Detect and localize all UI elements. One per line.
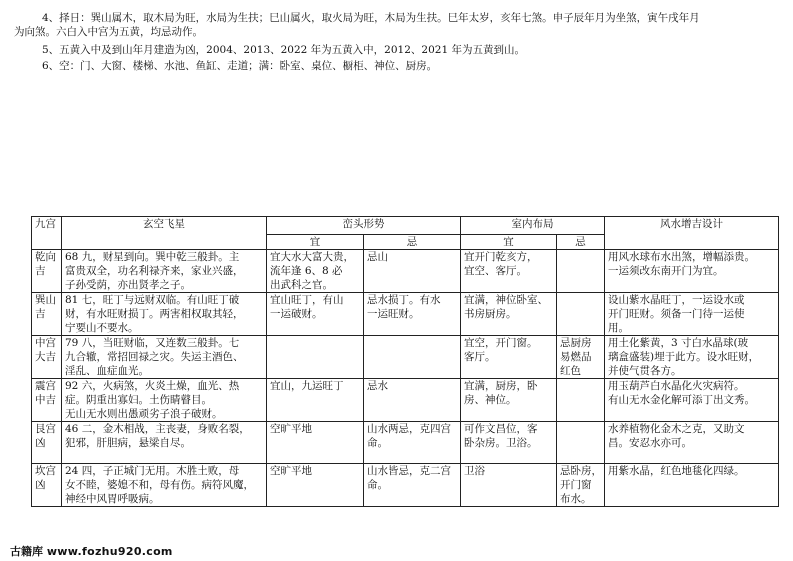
cell-fengshui-line: 用土化紫黄，3 寸白水晶球(玻 [608,337,749,349]
cell-palace-line: 坎宫 [35,465,56,477]
cell-fengshui-line: 开门旺财。须备一门待一运使 [608,308,745,320]
cell-palace-line: 凶 [35,437,46,449]
cell-flying-star-line: 女不睦，婆媳不和，母有伤。病符风魔， [65,479,254,491]
fengshui-table [31,216,779,507]
cell-landform-ji [364,336,461,379]
cell-landform-yi-line: 出武科之官。 [270,279,333,291]
table-row [32,336,779,379]
cell-interior-ji-line: 忌卧房， [560,465,602,477]
cell-interior-ji-line: 布水。 [560,493,592,505]
cell-landform-ji [364,464,461,507]
cell-interior-yi-line: 可作文昌位，客 [464,423,538,435]
cell-interior-yi [461,422,557,464]
cell-interior-yi-line: 宜空、客厅。 [464,265,527,277]
cell-fengshui-line: 有山无水金化解可添丁出文秀。 [608,394,755,406]
cell-landform-ji-line: 忌山 [367,251,388,263]
cell-landform-yi-line: 宜山，九运旺丁 [270,380,344,392]
cell-flying-star-line: 79 八，当旺财临，又连数三般卦。七 [65,337,240,349]
header-interior-ji: 忌 [557,235,605,250]
cell-landform-ji-line: 忌水 [367,380,388,392]
cell-interior-yi-line: 宜开门乾亥方， [464,251,538,263]
cell-fengshui-line: 一运须改东南开门为宜。 [608,265,724,277]
header-interior-yi: 宜 [461,235,557,250]
header-landform: 峦头形势 [267,217,461,235]
cell-flying-star-line: 神经中风胃呼吸病。 [65,493,160,505]
cell-landform-yi [267,336,364,379]
cell-interior-yi-line: 卧杂房。卫浴。 [464,437,538,449]
cell-interior-yi-line: 宜空，开门窗。 [464,337,538,349]
paragraph-date-selection-cont: 为向煞。六白入中宫为五黄，均忌动作。 [14,26,203,38]
cell-landform-ji-line: 命。 [367,479,388,491]
cell-palace-line: 巽山 [35,294,56,306]
cell-palace-line: 大吉 [35,351,56,363]
cell-fengshui-line: 用。 [608,322,629,334]
cell-landform-yi-line: 宜山旺丁，有山 [270,294,344,306]
cell-landform-yi-line: 流年逢 6、8 必 [270,265,343,277]
cell-fengshui-line: 璃盒盛装)埋于此方。设水旺财， [608,351,760,363]
cell-interior-ji-line: 易燃品 [560,351,592,363]
footer-site-name: 古籍库 [10,545,43,558]
cell-fengshui-line: 用风水球布水出煞，增幅添贵。 [608,251,755,263]
cell-flying-star [62,250,267,293]
cell-flying-star [62,293,267,336]
cell-landform-ji [364,250,461,293]
cell-interior-yi-line: 卫浴 [464,465,485,477]
cell-flying-star-line: 富贵双全，功名利禄齐来，家业兴盛， [65,265,244,277]
cell-palace [32,422,62,464]
cell-flying-star-line: 淫乱、血症血光。 [65,365,149,377]
cell-fengshui-line: 昌。安忍水亦可。 [608,437,692,449]
cell-landform-yi [267,293,364,336]
paragraph-empty-full: 6、空：门、大窗、楼梯、水池、鱼缸、走道；满：卧室、桌位、橱柜、神位、厨房。 [42,60,438,72]
cell-landform-ji-line: 一运旺财。 [367,308,420,320]
cell-landform-yi [267,250,364,293]
cell-flying-star-line: 81 七，旺丁与远财双临。有山旺丁破 [65,294,240,306]
header-landform-ji: 忌 [364,235,461,250]
cell-fengshui [605,336,779,379]
cell-landform-ji-line: 忌水损丁。有水 [367,294,441,306]
cell-landform-yi-line: 一运破财。 [270,308,323,320]
cell-flying-star-line: 92 六，火病煞，火炎土燥，血光、热 [65,380,240,392]
table-row [32,293,779,336]
cell-interior-ji [557,336,605,379]
cell-flying-star-line: 财，有水旺财损丁。两害相权取其轻， [65,308,244,320]
cell-landform-yi [267,464,364,507]
table-row [32,422,779,464]
header-flying-star: 玄空飞星 [62,217,267,250]
cell-landform-ji-line: 命。 [367,437,388,449]
header-interior: 室内布局 [461,217,605,235]
cell-interior-ji [557,422,605,464]
paragraph-five-yellow: 5、五黄入中及到山年月建造为凶，2004、2013、2022 年为五黄入中，2012、2021 年为五黄到山。 [42,44,525,56]
cell-flying-star [62,422,267,464]
cell-flying-star-line: 犯邪，肝胆病，悬梁自尽。 [65,437,191,449]
cell-flying-star-line: 68 九，财星到向。巽中乾三般卦。主 [65,251,240,263]
cell-landform-yi [267,422,364,464]
cell-interior-yi [461,464,557,507]
cell-palace-line: 艮宫 [35,423,56,435]
cell-landform-ji-line: 山水两忌，克四宫 [367,423,451,435]
cell-flying-star-line: 症。阴重出寡妇。土伤睛瞽目。 [65,394,212,406]
cell-landform-yi [267,379,364,422]
cell-interior-ji-line: 忌厨房 [560,337,592,349]
cell-flying-star-line: 46 二，金木相战，主丧妻，身败名裂， [65,423,250,435]
cell-interior-yi [461,336,557,379]
cell-interior-yi-line: 宜满，厨房，卧 [464,380,538,392]
cell-fengshui [605,250,779,293]
cell-interior-yi [461,379,557,422]
cell-flying-star-line: 无山无水则出愚顽劣子浪子破财。 [65,408,223,420]
cell-interior-ji [557,464,605,507]
cell-landform-yi-line: 空旷平地 [270,423,312,435]
cell-landform-ji-line: 山水皆忌，克二宫 [367,465,451,477]
cell-flying-star [62,464,267,507]
cell-fengshui-line: 用玉葫芦白水晶化火灾病符。 [608,380,745,392]
cell-palace-line: 中宫 [35,337,56,349]
cell-palace [32,250,62,293]
cell-flying-star-line: 宁要山不要水。 [65,322,139,334]
cell-palace-line: 中吉 [35,394,56,406]
cell-interior-yi [461,293,557,336]
cell-flying-star [62,379,267,422]
cell-palace [32,293,62,336]
cell-interior-ji-line: 红色 [560,365,581,377]
cell-landform-yi-line: 空旷平地 [270,465,312,477]
header-palace: 九宫 [32,217,62,250]
table-body [32,250,779,507]
cell-flying-star-line: 24 四，子正城门无用。木胜土败，母 [65,465,240,477]
table-row [32,250,779,293]
cell-interior-ji [557,250,605,293]
cell-fengshui [605,422,779,464]
cell-flying-star-line: 九合辙，常招回禄之灾。失运主酒色、 [65,351,244,363]
cell-landform-ji [364,293,461,336]
cell-fengshui-line: 用紫水晶，红色地毯化四绿。 [608,465,745,477]
table-row [32,464,779,507]
cell-fengshui-line: 并使气贯各方。 [608,365,682,377]
cell-fengshui-line: 水养植物化金木之克，又助文 [608,423,745,435]
cell-landform-ji [364,422,461,464]
paragraph-date-selection: 4、择日：巽山属木，取木局为旺，水局为生扶；巳山属火，取火局为旺，木局为生扶。巳年太岁，亥年七煞。申子辰年月为坐煞，寅午戌年月 [42,12,700,24]
cell-interior-yi-line: 书房厨房。 [464,308,517,320]
cell-interior-ji [557,293,605,336]
cell-fengshui-line: 设山紫水晶旺丁，一运设水或 [608,294,745,306]
cell-flying-star-line: 子孙受荫，亦出贤孝之子。 [65,279,191,291]
cell-palace-line: 凶 [35,479,46,491]
cell-fengshui [605,379,779,422]
table-row [32,379,779,422]
footer-watermark [10,543,173,559]
cell-palace [32,464,62,507]
cell-palace-line: 吉 [35,265,46,277]
cell-palace-line: 吉 [35,308,46,320]
cell-interior-yi-line: 宜满，神位卧室、 [464,294,548,306]
footer-url: www.fozhu920.com [46,545,173,558]
cell-palace [32,336,62,379]
cell-interior-ji-line: 开门窗 [560,479,592,491]
cell-flying-star [62,336,267,379]
cell-landform-ji [364,379,461,422]
cell-palace-line: 震宫 [35,380,56,392]
cell-fengshui [605,464,779,507]
cell-palace [32,379,62,422]
cell-landform-yi-line: 宜大水大富大贵， [270,251,354,263]
header-landform-yi: 宜 [267,235,364,250]
cell-interior-ji [557,379,605,422]
cell-interior-yi [461,250,557,293]
cell-fengshui [605,293,779,336]
cell-interior-yi-line: 房、神位。 [464,394,517,406]
cell-interior-yi-line: 客厅。 [464,351,496,363]
header-fengshui: 风水增吉设计 [605,217,779,250]
cell-palace-line: 乾向 [35,251,56,263]
